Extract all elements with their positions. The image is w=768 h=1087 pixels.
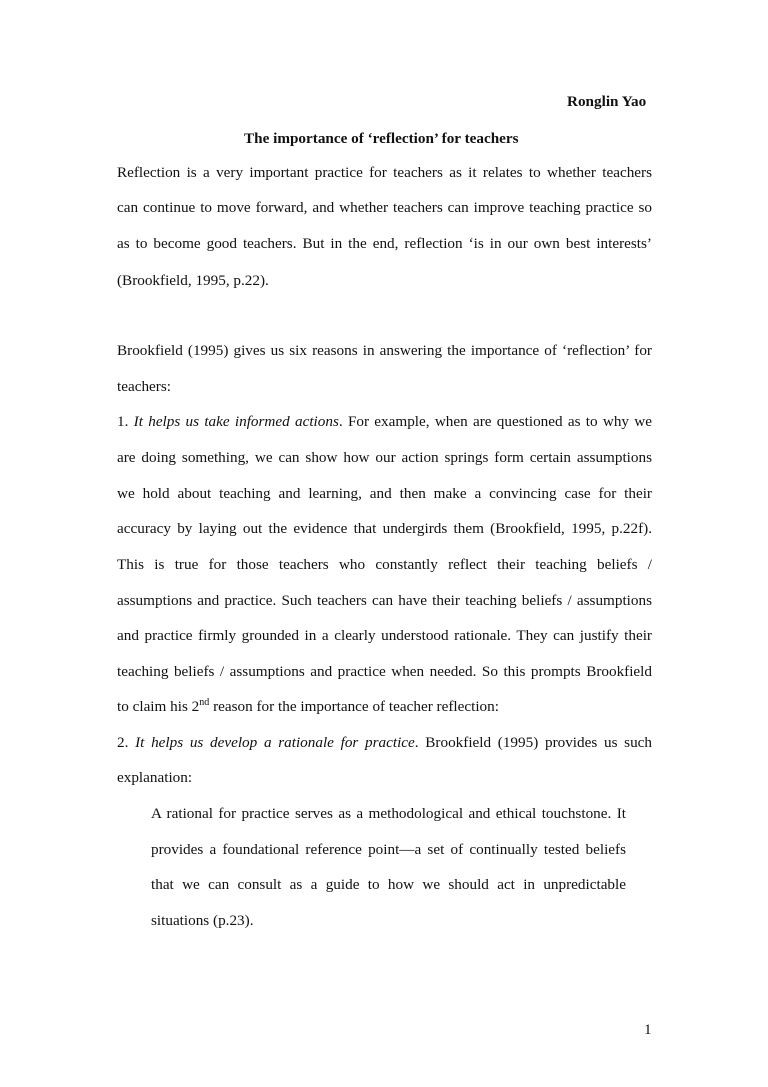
document-title: The importance of ‘reflection’ for teachers [244,130,519,147]
list-item-1-first-line [117,413,652,431]
paragraph-line: This is true for those teachers who constantly reflect their teaching beliefs / [117,556,652,573]
paragraph-line: can continue to move forward, and whether teachers can improve teaching practice so [117,199,652,216]
paragraph-line: (Brookfield, 1995, p.22). [117,272,269,289]
block-quote-line: that we can consult as a guide to how we should act in unpredictable [151,876,626,893]
ordinal-superscript: nd [199,696,210,708]
list-item-2-first-line [117,734,652,752]
block-quote-line: A rational for practice serves as a methodological and ethical touchstone. It [151,805,626,822]
paragraph-line: we hold about teaching and learning, and then make a convincing case for their [117,485,652,502]
paragraph-line: accuracy by laying out the evidence that undergirds them (Brookfield, 1995, p.22f). [117,520,652,537]
paragraph-line: assumptions and practice. Such teachers can have their teaching beliefs / assumptions [117,592,652,609]
author-name: Ronglin Yao [567,93,647,110]
list-item-heading: It helps us develop a rationale for practice [135,734,415,751]
paragraph-line: Brookfield (1995) gives us six reasons in answering the importance of ‘reflection’ for [117,342,652,359]
block-quote-line: provides a foundational reference point—a set of continually tested beliefs [151,841,626,858]
list-item-text: . For example, when are questioned as to why we [338,413,653,430]
paragraph-line: teaching beliefs / assumptions and practice when needed. So this prompts Brookfield [117,663,652,680]
paragraph-line: teachers: [117,378,171,395]
page-number: 1 [644,1021,652,1038]
list-item-text: . Brookfield (1995) provides us such [414,734,653,751]
list-item-heading: It helps us take informed actions [133,413,339,430]
paragraph-line: Reflection is a very important practice for teachers as it relates to whether teachers [117,164,652,181]
paragraph-line: explanation: [117,769,193,786]
paragraph-line: as to become good teachers. But in the end, reflection ‘is in our own best interests’ [117,235,652,252]
list-number: 2. [117,734,129,751]
block-quote-line: situations (p.23). [151,912,254,929]
list-number: 1. [117,413,129,430]
paragraph-line: to claim his 2nd reason for the importance of teacher reflection: [117,696,499,715]
paragraph-line: and practice firmly grounded in a clearly understood rationale. They can justify their [117,627,652,644]
paragraph-line: are doing something, we can show how our action springs form certain assumptions [117,449,652,466]
